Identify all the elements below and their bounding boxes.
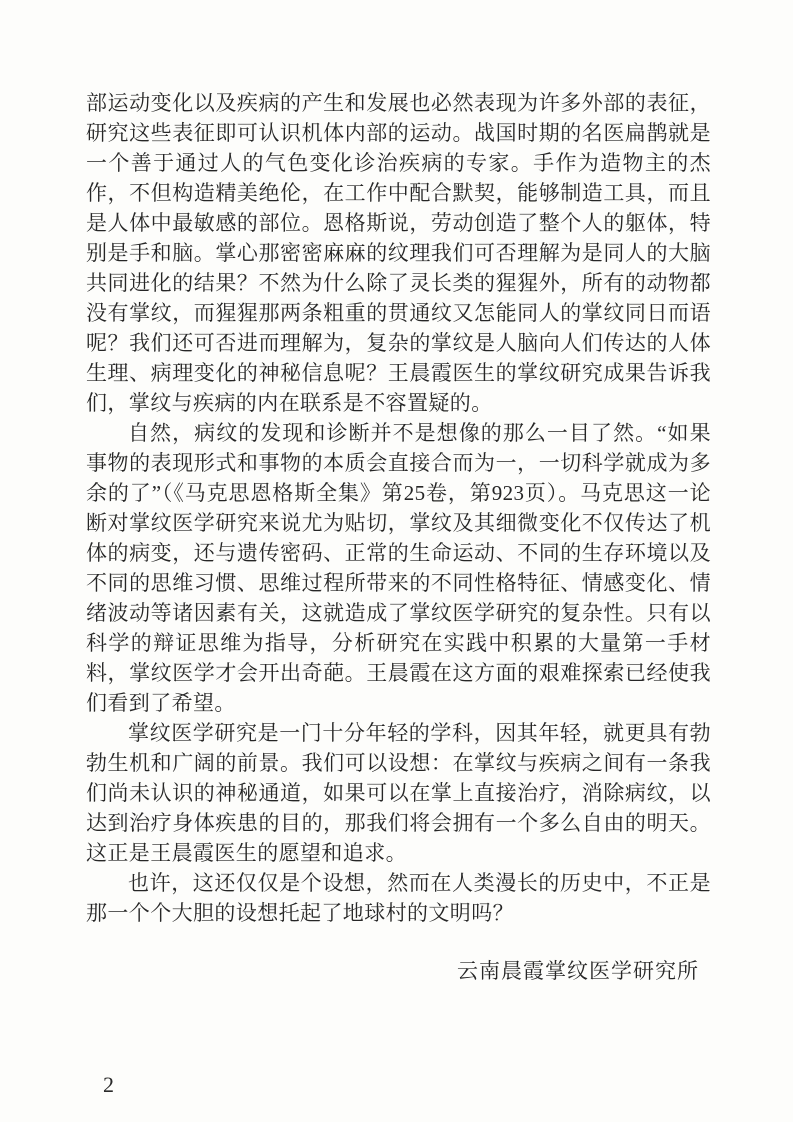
paragraph: 自然，病纹的发现和诊断并不是想像的那么一目了然。“如果事物的表现形式和事物的本质会直接合而为一，一切科学就成为多余的了”（《马克思恩格斯全集》第25卷，第923页）。马克思这一论断对掌纹医学研究来说尤为贴切，掌纹及其细微变化不仅传达了机体的病变，还与遗传密码、正常的生命运动、不同的生存环境以及不同的思维习惯、思维过程所带来的不同性格特征、情感变化、情绪波动等诸因素有关，这就造成了掌纹医学研究的复杂性。只有以科学的辩证思维为指导，分析研究在实践中积累的大量第一手材料，掌纹医学才会开出奇葩。王晨霞在这方面的艰难探索已经使我们看到了希望。 bbox=[86, 421, 711, 715]
page-number: 2 bbox=[103, 1072, 114, 1097]
book-page bbox=[86, 88, 711, 986]
paragraph-continuation: 部运动变化以及疾病的产生和发展也必然表现为许多外部的表征，研究这些表征即可认识机体内部的运动。战国时期的名医扁鹊就是一个善于通过人的气色变化诊治疾病的专家。手作为造物主的杰作，不但构造精美绝伦，在工作中配合默契，能够制造工具，而且是人体中最敏感的部位。恩格斯说，劳动创造了整个人的躯体，特别是手和脑。掌心那密密麻麻的纹理我们可否理解为是同人的大脑共同进化的结果？不然为什么除了灵长类的猩猩外，所有的动物都没有掌纹，而猩猩那两条粗重的贯通纹又怎能同人的掌纹同日而语呢？我们还可否进而理解为，复杂的掌纹是人脑向人们传达的人体生理、病理变化的神秘信息呢？王晨霞医生的掌纹研究成果告诉我们，掌纹与疾病的内在联系是不容置疑的。 bbox=[86, 91, 711, 415]
body-text bbox=[86, 88, 711, 928]
author-signature: 云南晨霞掌纹医学研究所 bbox=[457, 959, 699, 983]
paragraph: 也许，这还仅仅是个设想，然而在人类漫长的历史中，不正是那一个个大胆的设想托起了地球村的文明吗？ bbox=[86, 871, 711, 925]
paragraph: 掌纹医学研究是一门十分年轻的学科，因其年轻，就更具有勃勃生机和广阔的前景。我们可以设想：在掌纹与疾病之间有一条我们尚未认识的神秘通道，如果可以在掌上直接治疗，消除病纹，以达到治疗身体疾患的目的，那我们将会拥有一个多么自由的明天。这正是王晨霞医生的愿望和追求。 bbox=[86, 721, 711, 865]
